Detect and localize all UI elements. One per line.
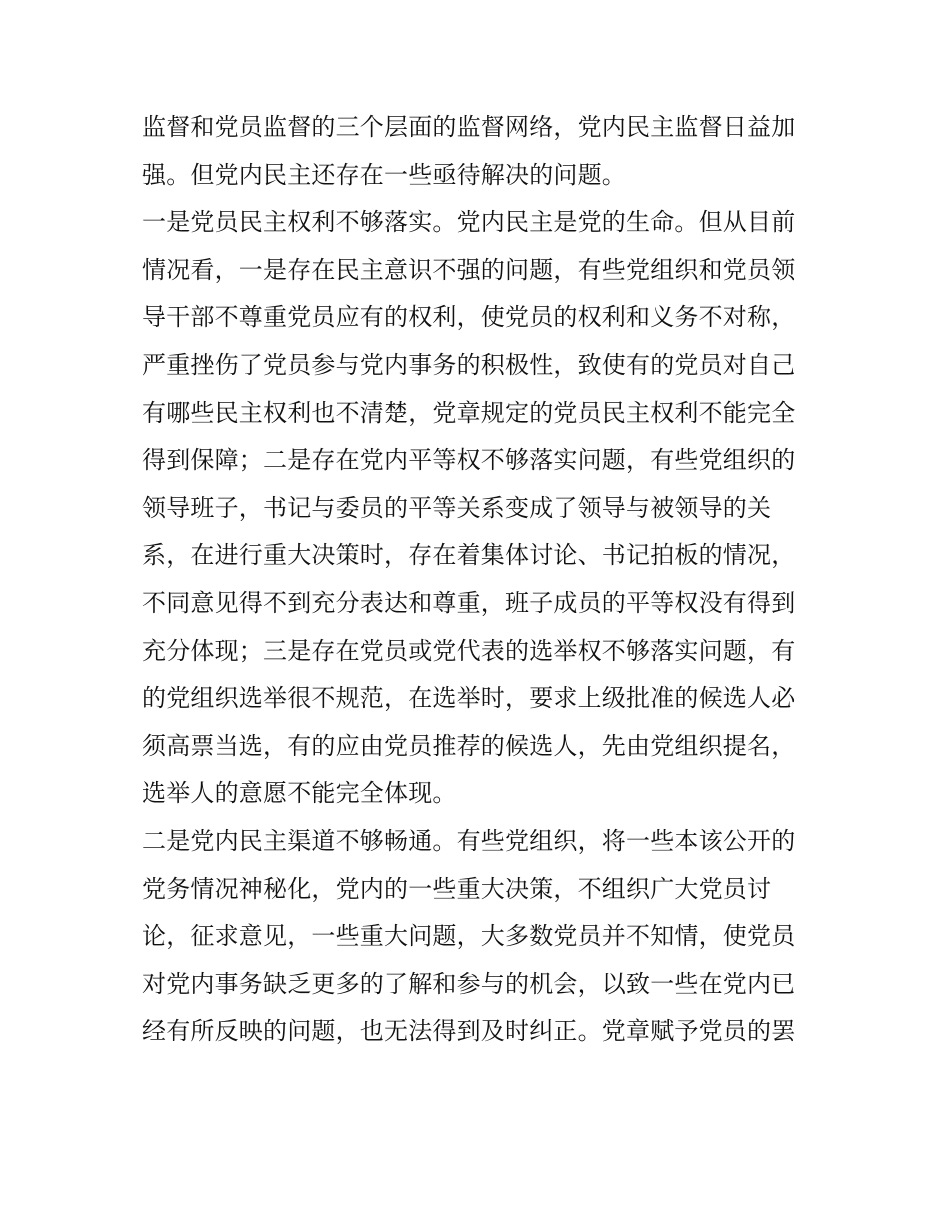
text-line: 不同意见得不到充分表达和尊重，班子成员的平等权没有得到: [142, 588, 796, 617]
text-line: 论，征求意见，一些重大问题，大多数党员并不知情，使党员: [142, 922, 796, 951]
text-line: 充分体现；三是存在党员或党代表的选举权不够落实问题，有: [142, 636, 796, 665]
text-line: 的党组织选举很不规范，在选举时，要求上级批准的候选人必: [142, 684, 796, 713]
text-line: 有哪些民主权利也不清楚，党章规定的党员民主权利不能完全: [142, 398, 796, 427]
text-line: 经有所反映的问题，也无法得到及时纠正。党章赋予党员的罢: [142, 1017, 796, 1046]
body-text: [142, 104, 822, 1056]
text-line: 系，在进行重大决策时，存在着集体讨论、书记拍板的情况，: [142, 541, 796, 570]
text-line: 得到保障；二是存在党内平等权不够落实问题，有些党组织的: [142, 446, 796, 475]
text-line: 导干部不尊重党员应有的权利，使党员的权利和义务不对称，: [142, 303, 796, 332]
text-line: 党务情况神秘化，党内的一些重大决策，不组织广大党员讨: [142, 874, 772, 903]
text-line: 对党内事务缺乏更多的了解和参与的机会，以致一些在党内已: [142, 969, 796, 998]
text-line: 选举人的意愿不能完全体现。: [142, 779, 457, 808]
text-line: 须高票当选，有的应由党员推荐的候选人，先由党组织提名，: [142, 731, 796, 760]
text-line: 情况看，一是存在民主意识不强的问题，有些党组织和党员领: [142, 255, 796, 284]
text-line: 一是党员民主权利不够落实。党内民主是党的生命。但从目前: [142, 208, 796, 237]
text-line: 强。但党内民主还存在一些亟待解决的问题。: [142, 160, 626, 189]
text-line: 二是党内民主渠道不够畅通。有些党组织，将一些本该公开的: [142, 826, 796, 855]
text-line: 监督和党员监督的三个层面的监督网络，党内民主监督日益加: [142, 113, 796, 141]
text-line: 严重挫伤了党员参与党内事务的积极性，致使有的党员对自己: [142, 350, 796, 379]
text-line: 领导班子，书记与委员的平等关系变成了领导与被领导的关: [142, 493, 772, 522]
